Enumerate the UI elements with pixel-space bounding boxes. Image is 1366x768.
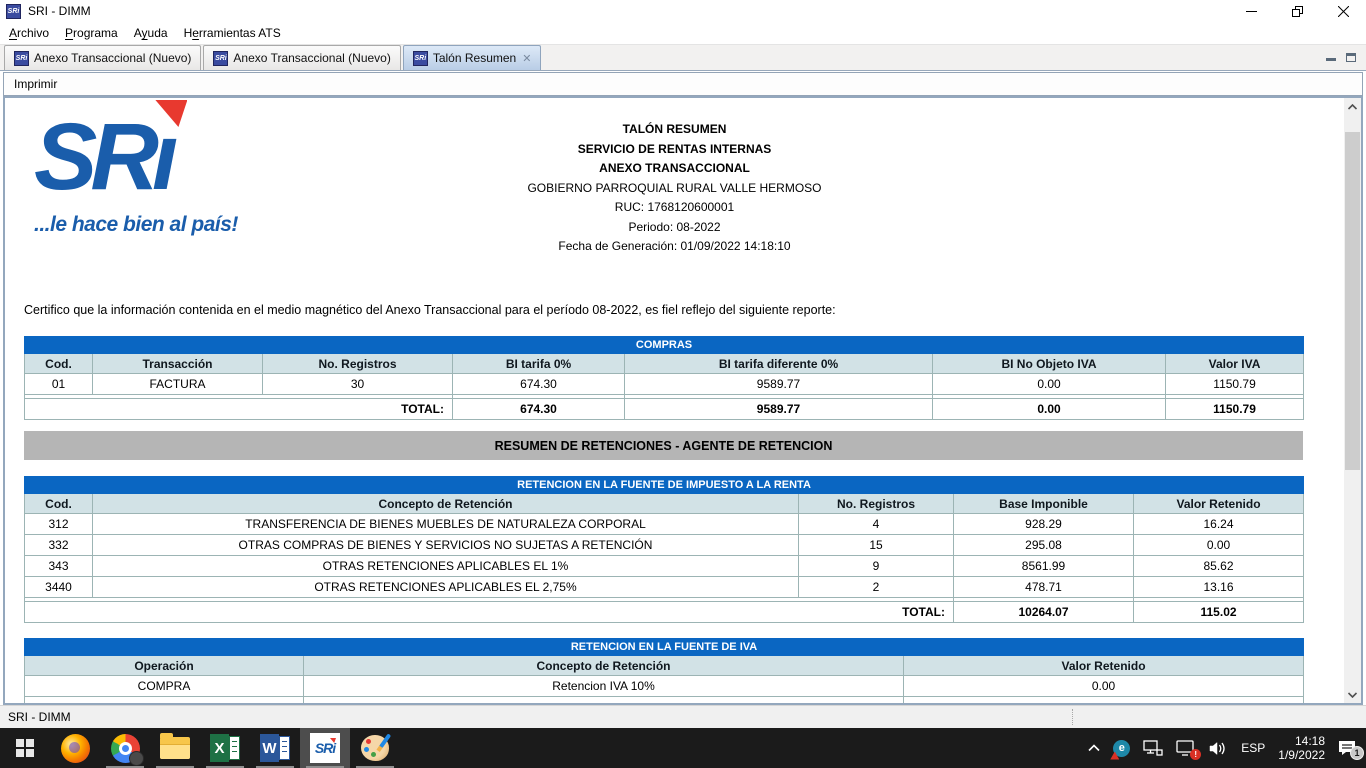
report-subtitle1: SERVICIO DE RENTAS INTERNAS [577, 141, 772, 156]
firefox-icon [61, 734, 90, 763]
table-row [25, 514, 1304, 535]
status-text: SRI - DIMM [8, 710, 71, 724]
total-cell: 674.30 [453, 399, 625, 420]
taskbar-word[interactable] [250, 728, 300, 768]
col-header: Operación [25, 656, 304, 676]
renta-total-row [25, 602, 1304, 623]
cell: 15 [799, 535, 954, 556]
sri-tab-icon: SRi [413, 51, 428, 66]
sri-dimm-icon: SRi [310, 733, 340, 763]
iva-header-row [25, 656, 1304, 676]
status-bar [0, 705, 1366, 728]
col-header: Cod. [25, 494, 93, 514]
cell: 16.24 [1134, 514, 1304, 535]
table-row [25, 697, 1304, 704]
cell: OTRAS RETENCIONES APLICABLES EL 1% [93, 556, 799, 577]
report-view [3, 96, 1363, 705]
cell: 9 [799, 556, 954, 577]
word-icon: W [260, 734, 290, 762]
renta-header-row [25, 494, 1304, 514]
report-generated: Fecha de Generación: 01/09/2022 14:18:10 [558, 239, 791, 253]
total-cell: 10264.07 [954, 602, 1134, 623]
view-maximize-icon[interactable] [1346, 53, 1356, 62]
cell: 343 [25, 556, 93, 577]
col-header: BI No Objeto IVA [933, 354, 1166, 374]
cell: 30 [263, 374, 453, 395]
tab-anexo-transaccional-1[interactable] [4, 45, 201, 70]
vertical-scrollbar[interactable] [1344, 98, 1361, 703]
compras-header-row [25, 354, 1304, 374]
cell: 13.16 [1134, 577, 1304, 598]
col-header: No. Registros [263, 354, 453, 374]
total-label: TOTAL: [25, 399, 453, 420]
cell: 0.00 [1134, 535, 1304, 556]
system-tray [1088, 728, 1366, 768]
cell: 674.30 [453, 374, 625, 395]
app-icon: SRi [6, 4, 21, 19]
col-header: Valor Retenido [1134, 494, 1304, 514]
windows-start-icon [16, 739, 34, 757]
col-header: Concepto de Retención [93, 494, 799, 514]
cell: 928.29 [954, 514, 1134, 535]
cell: 295.08 [954, 535, 1134, 556]
start-button[interactable] [0, 728, 50, 768]
eset-antivirus-icon[interactable]: e [1113, 740, 1130, 757]
tray-chevron-up-icon[interactable] [1088, 744, 1100, 752]
renta-table [24, 476, 1304, 623]
renta-table-title: RETENCION EN LA FUENTE DE IMPUESTO A LA RENTA [25, 477, 1304, 494]
tray-date: 1/9/2022 [1278, 748, 1325, 762]
iva-table-title: RETENCION EN LA FUENTE DE IVA [25, 639, 1304, 656]
total-cell: 115.02 [1134, 602, 1304, 623]
cell: 3440 [25, 577, 93, 598]
sri-tab-icon: SRi [213, 51, 228, 66]
tab-close-icon[interactable]: ✕ [522, 52, 532, 65]
report-ruc: RUC: 1768120600001 [614, 200, 735, 214]
col-header: BI tarifa diferente 0% [625, 354, 933, 374]
taskbar-chrome[interactable] [100, 728, 150, 768]
menu-herramientas-ats[interactable]: Herramientas ATS [183, 26, 281, 40]
view-minimize-icon[interactable] [1326, 53, 1336, 61]
taskbar [0, 728, 1366, 768]
table-row [25, 577, 1304, 598]
col-header: Base Imponible [954, 494, 1134, 514]
report-subtitle2: ANEXO TRANSACCIONAL [599, 161, 750, 175]
tab-label: Anexo Transaccional (Nuevo) [233, 51, 391, 65]
window-title: SRI - DIMM [28, 4, 91, 18]
file-explorer-icon [160, 737, 190, 759]
clock[interactable] [1278, 734, 1325, 762]
network-icon[interactable] [1143, 740, 1163, 757]
alert-badge: ! [1190, 749, 1201, 760]
col-header: BI tarifa 0% [453, 354, 625, 374]
total-cell: 1150.79 [1166, 399, 1304, 420]
chrome-overlay-badge [129, 751, 144, 766]
cell: 312 [25, 514, 93, 535]
cell: 478.71 [954, 577, 1134, 598]
table-row [25, 676, 1304, 697]
table-row [25, 374, 1304, 395]
cell: 8561.99 [954, 556, 1134, 577]
tab-label: Anexo Transaccional (Nuevo) [34, 51, 192, 65]
taskbar-excel[interactable] [200, 728, 250, 768]
sri-logo-tagline: ...le hace bien al país! [34, 213, 238, 236]
cell: Retencion IVA 10% [304, 676, 904, 697]
tab-label: Talón Resumen [432, 51, 517, 65]
close-button[interactable] [1320, 0, 1366, 22]
cell: OTRAS RETENCIONES APLICABLES EL 2,75% [93, 577, 799, 598]
report-header [8, 120, 1341, 257]
cell: 0.00 [904, 676, 1304, 697]
col-header: No. Registros [799, 494, 954, 514]
compras-table [24, 336, 1304, 420]
minimize-button[interactable] [1228, 0, 1274, 22]
tray-time: 14:18 [1294, 734, 1325, 748]
compras-total-row [25, 399, 1304, 420]
notification-count-badge: 1 [1350, 746, 1364, 760]
view-toolbar [3, 72, 1363, 96]
tab-strip [0, 45, 1366, 71]
table-row [25, 535, 1304, 556]
cell: 2 [799, 577, 954, 598]
menu-programa[interactable]: Programa [65, 26, 118, 40]
chrome-icon [111, 734, 140, 763]
menu-archivo[interactable]: Archivo [9, 26, 50, 40]
cell: 1150.79 [1166, 374, 1304, 395]
iva-table [24, 638, 1304, 703]
cell: 01 [25, 374, 93, 395]
cell: 9589.77 [625, 374, 933, 395]
total-cell: 9589.77 [625, 399, 933, 420]
display-alert-icon[interactable] [1176, 740, 1198, 759]
col-header: Cod. [25, 354, 93, 374]
status-divider [1072, 709, 1073, 725]
restore-button[interactable] [1274, 0, 1320, 22]
tab-anexo-transaccional-2[interactable] [203, 45, 400, 70]
language-indicator[interactable]: ESP [1241, 741, 1266, 755]
paint-icon [361, 735, 389, 761]
cell: COMPRA [25, 676, 304, 697]
notifications-icon[interactable] [1338, 740, 1360, 758]
sri-tab-icon: SRi [14, 51, 29, 66]
taskbar-sri-dimm[interactable] [300, 728, 350, 768]
col-header: Transacción [93, 354, 263, 374]
certification-text: Certifico que la información contenida en el medio magnético del Anexo Transaccional para el período 08-2022, es fiel reflejo del siguiente reporte: [24, 303, 836, 317]
taskbar-file-explorer[interactable] [150, 728, 200, 768]
cell: 0.00 [933, 374, 1166, 395]
imprimir-menu[interactable]: Imprimir [14, 77, 58, 91]
col-header: Valor IVA [1166, 354, 1304, 374]
talon-resumen-report [8, 98, 1341, 703]
report-entity: GOBIERNO PARROQUIAL RURAL VALLE HERMOSO [527, 180, 822, 195]
menu-ayuda[interactable]: Ayuda [133, 26, 168, 40]
cell: 4 [799, 514, 954, 535]
cell: OTRAS COMPRAS DE BIENES Y SERVICIOS NO SUJETAS A RETENCIÓN [93, 535, 799, 556]
scroll-down-icon[interactable] [1344, 686, 1361, 703]
sri-logo-text: SRı [34, 110, 284, 205]
taskbar-paint[interactable] [350, 728, 400, 768]
col-header: Valor Retenido [904, 656, 1304, 676]
cell: TRANSFERENCIA DE BIENES MUEBLES DE NATURALEZA CORPORAL [93, 514, 799, 535]
total-label: TOTAL: [25, 602, 954, 623]
speaker-icon[interactable] [1209, 741, 1228, 756]
report-title: TALÓN RESUMEN [622, 122, 727, 136]
cell: 332 [25, 535, 93, 556]
scroll-up-icon[interactable] [1344, 98, 1361, 115]
taskbar-firefox[interactable] [50, 728, 100, 768]
cell: FACTURA [93, 374, 263, 395]
col-header: Concepto de Retención [304, 656, 904, 676]
title-bar [0, 0, 1366, 22]
excel-icon: X [210, 734, 240, 762]
table-row [25, 556, 1304, 577]
total-cell: 0.00 [933, 399, 1166, 420]
tab-talon-resumen[interactable] [403, 45, 542, 70]
compras-table-title: COMPRAS [25, 337, 1304, 354]
retenciones-banner: RESUMEN DE RETENCIONES - AGENTE DE RETENCION [24, 431, 1303, 460]
report-period: Periodo: 08-2022 [628, 219, 721, 234]
menu-bar [0, 22, 1366, 45]
cell: 85.62 [1134, 556, 1304, 577]
scrollbar-thumb[interactable] [1345, 132, 1360, 470]
